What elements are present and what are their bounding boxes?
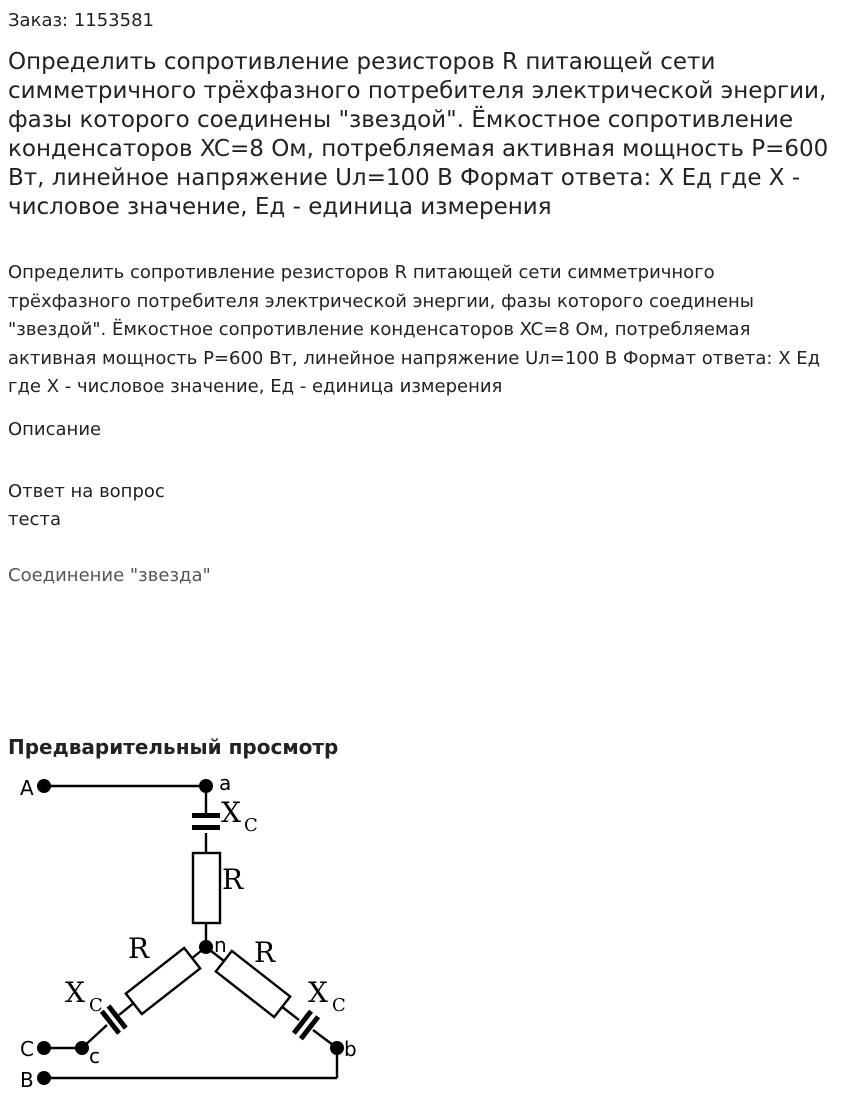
capacitor-a bbox=[192, 813, 220, 830]
resistor-b-label: R bbox=[254, 936, 276, 969]
capacitor-c-subscript: C bbox=[89, 995, 103, 1016]
resistor-a-label: R bbox=[222, 863, 244, 896]
page-title: Определить сопротивление резисторов R питающей сети симметричного трёхфазного потребителя электрической энергии, фазы которого соединены "звездой". Ёмкостное сопротивление конденсаторов XC=8 Ом, потребляемая активная мощность P=600 Вт, линейное напряжение Uл=100 В Формат ответа: X Ед где X - числовое значение, Ед - единица измерения bbox=[8, 49, 829, 220]
terminal-c-label: C bbox=[20, 1037, 34, 1061]
node-n-dot bbox=[199, 940, 213, 954]
capacitor-a-label: X bbox=[221, 796, 241, 829]
capacitor-c bbox=[100, 1004, 128, 1034]
node-a-dot bbox=[199, 779, 213, 793]
capacitor-b-subscript: C bbox=[332, 995, 346, 1016]
node-c-label: c bbox=[89, 1044, 100, 1068]
resistor-a bbox=[193, 853, 220, 923]
node-c-dot bbox=[75, 1041, 89, 1055]
answer-label: Ответ на вопрос теста bbox=[8, 481, 165, 530]
capacitor-c-label: X bbox=[65, 976, 85, 1009]
resistor-b bbox=[216, 951, 290, 1017]
resistor-c-label: R bbox=[128, 932, 150, 965]
node-b-dot bbox=[330, 1041, 344, 1055]
terminal-a-dot bbox=[37, 779, 51, 793]
capacitor-a-subscript: C bbox=[244, 815, 258, 836]
terminal-c-dot bbox=[37, 1041, 51, 1055]
node-n-label: n bbox=[214, 933, 227, 957]
terminal-b-label: B bbox=[20, 1068, 34, 1092]
description-heading: Описание bbox=[8, 419, 102, 440]
node-b-label: b bbox=[344, 1037, 357, 1061]
terminal-b-dot bbox=[37, 1071, 51, 1085]
star-circuit-diagram bbox=[10, 766, 370, 1096]
terminal-a-label: A bbox=[20, 776, 34, 800]
node-a-label: a bbox=[219, 771, 232, 795]
preview-heading: Предварительный просмотр bbox=[8, 735, 339, 759]
task-description: Определить сопротивление резисторов R питающей сети симметричного трёхфазного потребителя электрической энергии, фазы которого соединены "звездой". Ёмкостное сопротивление конденсаторов XC=8 Ом, потребляемая активная мощность P=600 Вт, линейное напряжение Uл=100 В Формат ответа: X Ед где X - числовое значение, Ед - единица измерения bbox=[8, 262, 821, 398]
capacitor-b-label: X bbox=[308, 976, 328, 1009]
answer-text: Соединение "звезда" bbox=[8, 565, 211, 586]
capacitor-b bbox=[292, 1010, 320, 1041]
order-number: Заказ: 1153581 bbox=[8, 10, 154, 31]
